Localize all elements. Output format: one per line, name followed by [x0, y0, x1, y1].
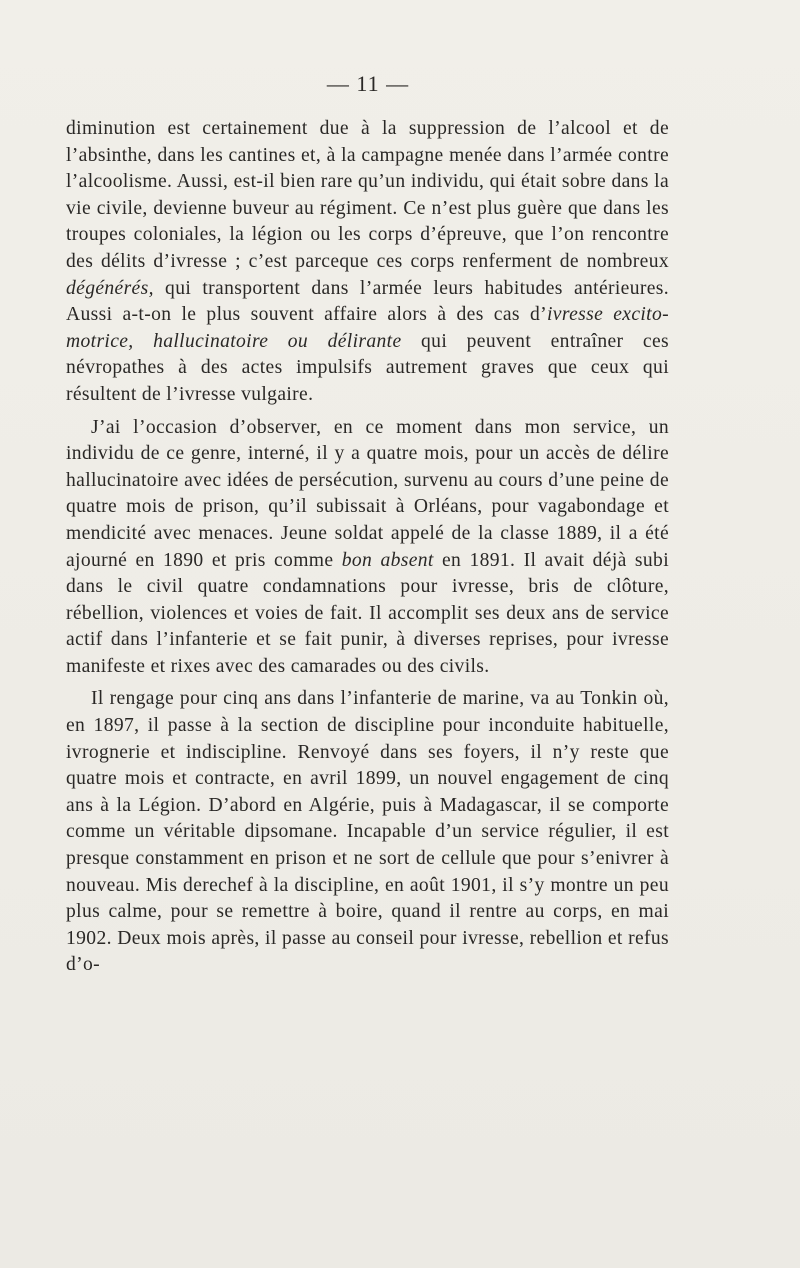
paragraph-1-text-a: diminution est certainement due à la suppression de l’alcool et de l’absinthe, dans les cantines et, à la campagne menée dans l’armée contre l’alcoolisme. Aussi, est-il bien rare qu’un individu, qui était sobre dans la vie civile, devienne buveur au régiment. Ce n’est plus guère que dans les troupes coloniales, la légion ou les corps d’épreuve, que l’on rencontre des délits d’ivresse ; c’est parceque ces corps renferment de nombreux [66, 118, 669, 272]
paragraph-2 [66, 415, 669, 681]
paragraph-3-text-a: Il rengage pour cinq ans dans l’infanterie de marine, va au Tonkin où, en 1897, il passe à la section de discipline pour inconduite habituelle, ivrognerie et indiscipline. Renvoyé dans ses foyers, il n’y reste que quatre mois et contracte, en avril 1899, un nouvel engagement de cinq ans à la Légion. D’abord en Algérie, puis à Madagascar, il se comporte comme un véritable dipsomane. Incapable d’un service régulier, il est presque constamment en prison et ne sort de cellule que pour s’enivrer à nouveau. Mis derechef à la discipline, en août 1901, il s’y montre un peu plus calme, pour se remettre à boire, quand il rentre au corps, en mai 1902. Deux mois après, il passe au conseil pour ivresse, rebellion et refus d’o- [66, 688, 669, 976]
paragraph-1-italic-degeneres: dégénérés, [66, 277, 154, 299]
paragraph-1-text-c: qui peuvent entraîner ces névropathes à des actes impulsifs autrement graves que ceux qui résultent de l’ivresse vulgaire. [66, 330, 669, 405]
paragraph-2-text-a: J’ai l’occasion d’observer, en ce moment dans mon service, un individu de ce genre, interné, il y a quatre mois, pour un accès de délire hallucinatoire avec idées de persécution, survenu au cours d’une peine de quatre mois de prison, qu’il subissait à Orléans, pour vagabondage et mendicité avec menaces. Jeune soldat appelé de la classe 1889, il a été ajourné en 1890 et pris comme [66, 416, 669, 571]
paragraph-3 [66, 686, 669, 979]
paragraph-1-italic-ivresse: ivresse excito-motrice, hallucinatoire ou délirante [66, 304, 669, 352]
paragraph-1-text-b: qui transportent dans l’armée leurs habitudes antérieures. Aussi a-t-on le plus souvent affaire alors à des cas d’ [66, 277, 669, 326]
page-number: — 11 — [326, 71, 410, 96]
paragraph-2-italic-bon-absent: bon absent [341, 549, 434, 571]
paragraph-2-text-b: en 1891. Il avait déjà subi dans le civil quatre condamnations pour ivresse, bris de clôture, rébellion, violences et voies de fait. Il accomplit ses deux ans de service actif dans l’infanterie et se fait punir, à diverses reprises, pour ivresse manifeste et rixes avec des camarades ou des civils. [66, 549, 669, 677]
body-text [66, 116, 669, 985]
paragraph-1 [66, 116, 669, 409]
